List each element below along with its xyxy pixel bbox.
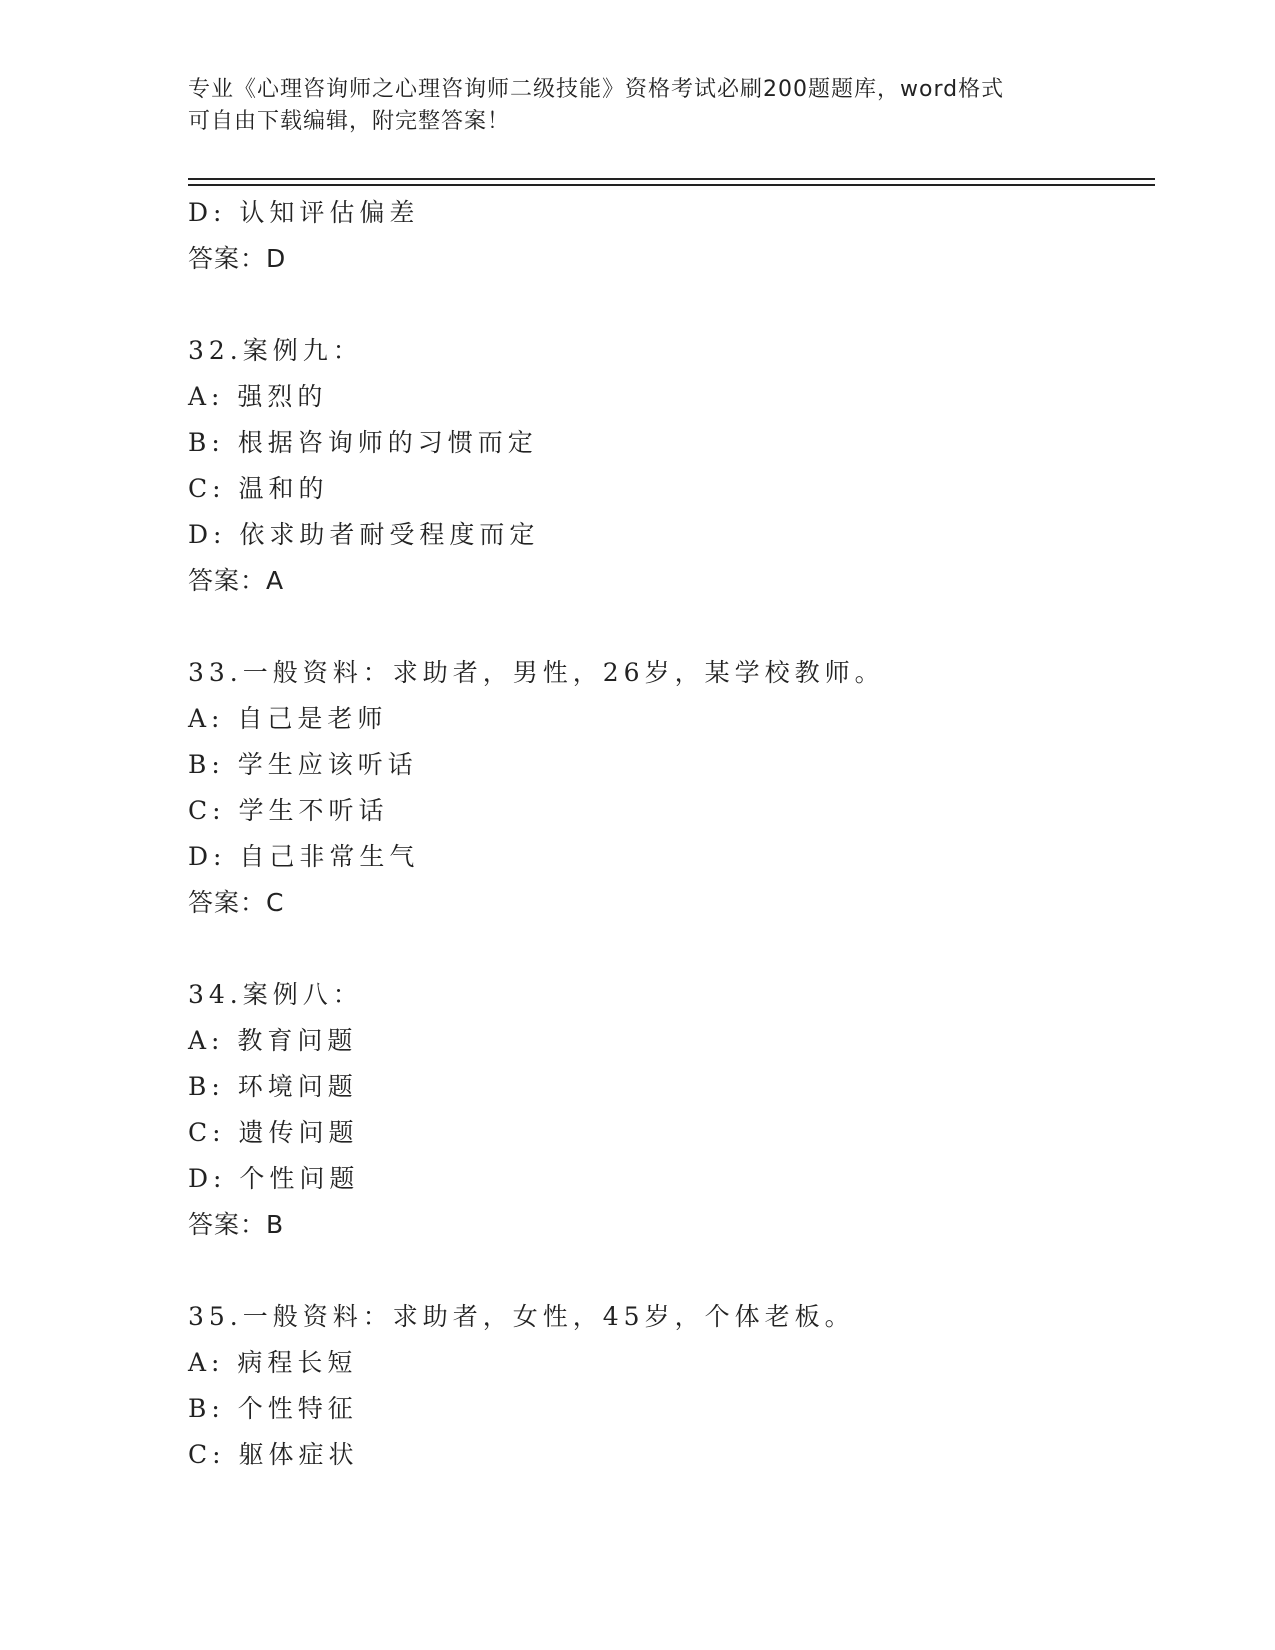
header-line-2: 可自由下载编辑，附完整答案！: [188, 109, 511, 134]
option-d: D: 个性问题: [188, 1164, 360, 1193]
question-block: [188, 650, 1148, 926]
option-b: B: 环境问题: [188, 1072, 358, 1101]
option-a: A: 教育问题: [188, 1026, 358, 1055]
option-c: C: 躯体症状: [188, 1440, 359, 1469]
answer-line: 答案：B: [188, 1210, 285, 1239]
spacer: [188, 282, 1148, 328]
option-b: B: 个性特征: [188, 1394, 358, 1423]
header-rule-bottom: [188, 184, 1155, 186]
option-a: A: 自己是老师: [188, 704, 388, 733]
option-b: B: 学生应该听话: [188, 750, 418, 779]
spacer: [188, 926, 1148, 972]
spacer: [188, 604, 1148, 650]
question-block: [188, 1294, 1148, 1478]
question-list: [188, 190, 1148, 1478]
option-a: A: 病程长短: [188, 1348, 358, 1377]
header-line-1: 专业《心理咨询师之心理咨询师二级技能》资格考试必刷200题题库，word格式: [188, 77, 1005, 102]
question-stem: 34.案例八：: [188, 980, 363, 1009]
question-stem: 32.案例九：: [188, 336, 363, 365]
answer-line: 答案：D: [188, 244, 287, 273]
option-d: D: 依求助者耐受程度而定: [188, 520, 540, 549]
option-c: C: 遗传问题: [188, 1118, 359, 1147]
option-d: D: 自己非常生气: [188, 842, 420, 871]
question-stem: 33.一般资料：求助者，男性，26岁，某学校教师。: [188, 658, 885, 687]
question-block: [188, 972, 1148, 1248]
option-b: B: 根据咨询师的习惯而定: [188, 428, 538, 457]
option-d: D: 认知评估偏差: [188, 198, 420, 227]
question-stem: 35.一般资料：求助者，女性，45岁，个体老板。: [188, 1302, 855, 1331]
question-block: [188, 328, 1148, 604]
option-c: C: 学生不听话: [188, 796, 389, 825]
option-c: C: 温和的: [188, 474, 329, 503]
option-a: A: 强烈的: [188, 382, 328, 411]
answer-line: 答案：C: [188, 888, 285, 917]
spacer: [188, 1248, 1148, 1294]
document-header: [188, 74, 1088, 138]
header-rule-top: [188, 178, 1155, 180]
answer-line: 答案：A: [188, 566, 285, 595]
